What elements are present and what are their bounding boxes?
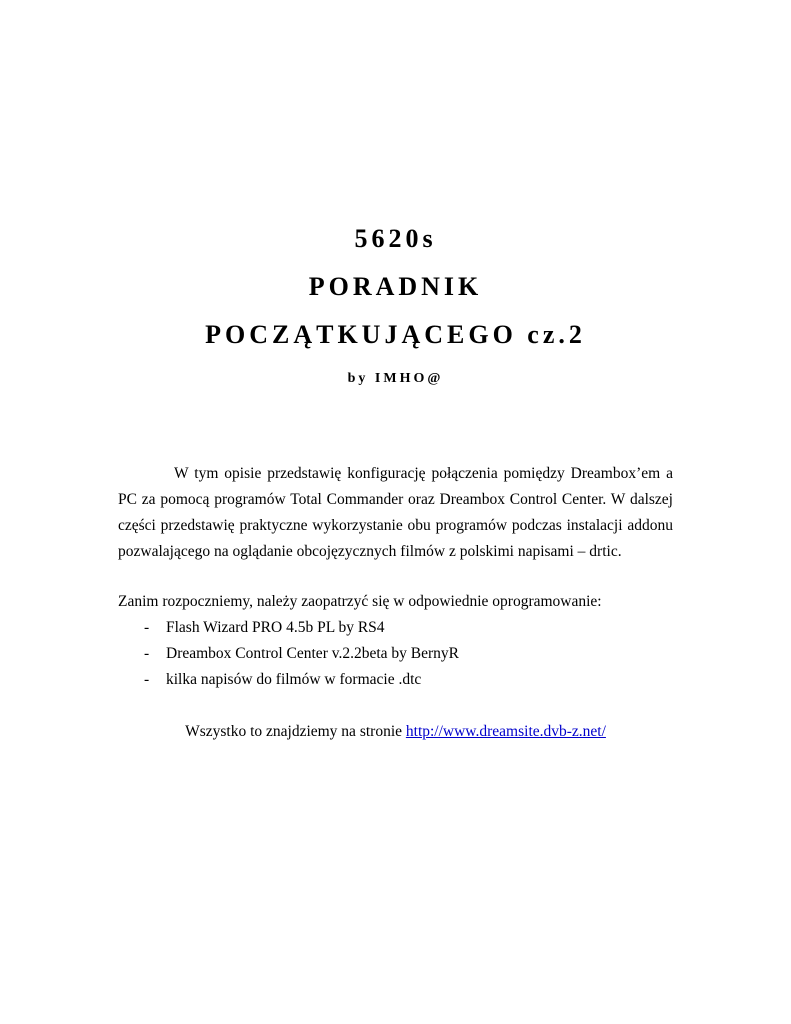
paragraph-spacer bbox=[118, 565, 673, 589]
bullet-dash: - bbox=[144, 645, 150, 662]
title-line-2: PORADNIK bbox=[308, 272, 483, 301]
document-body bbox=[118, 461, 673, 745]
closing-text: Wszystko to znajdziemy na stronie bbox=[185, 723, 406, 740]
list-item-label: Flash Wizard PRO 4.5b PL by RS4 bbox=[166, 619, 385, 636]
title-line-1: 5620s bbox=[354, 224, 437, 253]
title-line-3: POCZĄTKUJĄCEGO cz.2 bbox=[205, 320, 586, 349]
list-item bbox=[118, 667, 673, 693]
list-item-label: Dreambox Control Center v.2.2beta by BernyR bbox=[166, 645, 460, 662]
document-title-block bbox=[118, 215, 673, 359]
list-item bbox=[118, 615, 673, 641]
bullet-dash: - bbox=[144, 671, 150, 688]
closing-line bbox=[118, 719, 673, 745]
document-byline: by IMHO@ bbox=[347, 371, 444, 386]
intro-paragraph: W tym opisie przedstawię konfigurację połączenia pomiędzy Dreambox’em a PC za pomocą programów Total Commander oraz Dreambox Control Center. W dalszej części przedstawię praktyczne wykorzystanie obu programów podczas instalacji addonu pozwalającego na oglądanie obcojęzycznych filmów z polskimi napisami – drtic. bbox=[118, 465, 673, 560]
bullet-dash: - bbox=[144, 619, 150, 636]
requirements-list bbox=[118, 615, 673, 693]
requirements-intro: Zanim rozpoczniemy, należy zaopatrzyć się w odpowiednie oprogramowanie: bbox=[118, 593, 602, 610]
list-item-label: kilka napisów do filmów w formacie .dtc bbox=[166, 671, 422, 688]
list-item bbox=[118, 641, 673, 667]
dreamsite-link[interactable]: http://www.dreamsite.dvb-z.net/ bbox=[405, 723, 606, 740]
